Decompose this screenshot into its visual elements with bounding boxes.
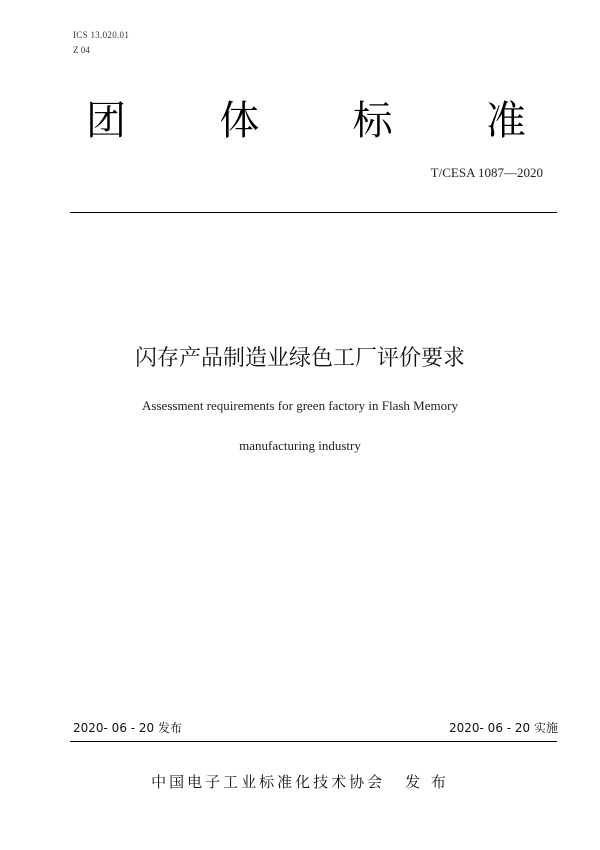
top-divider bbox=[70, 212, 557, 213]
category-char-1: 团 bbox=[86, 98, 126, 144]
category-char-2: 体 bbox=[219, 98, 260, 144]
document-title-english-line-1: Assessment requirements for green factory in Flash Memory bbox=[142, 398, 458, 413]
publisher-name: 中国电子工业标准化技术协会 bbox=[151, 773, 386, 791]
standard-category-heading bbox=[86, 96, 526, 146]
publish-label: 发 布 bbox=[405, 773, 449, 791]
category-char-4: 准 bbox=[485, 98, 526, 144]
bottom-divider bbox=[70, 741, 557, 742]
document-title-chinese: 闪存产品制造业绿色工厂评价要求 bbox=[134, 346, 465, 371]
standard-number: T/CESA 1087—2020 bbox=[430, 165, 543, 180]
implementation-date: 2020- 06 - 20 实施 bbox=[449, 721, 558, 735]
ics-code: ICS 13.020.01 bbox=[73, 30, 130, 40]
ccs-code: Z 04 bbox=[73, 45, 90, 55]
category-char-3: 标 bbox=[352, 98, 393, 144]
issue-date: 2020- 06 - 20 发布 bbox=[73, 721, 182, 735]
publisher-line bbox=[0, 772, 600, 792]
document-title-english-line-2: manufacturing industry bbox=[239, 438, 361, 453]
